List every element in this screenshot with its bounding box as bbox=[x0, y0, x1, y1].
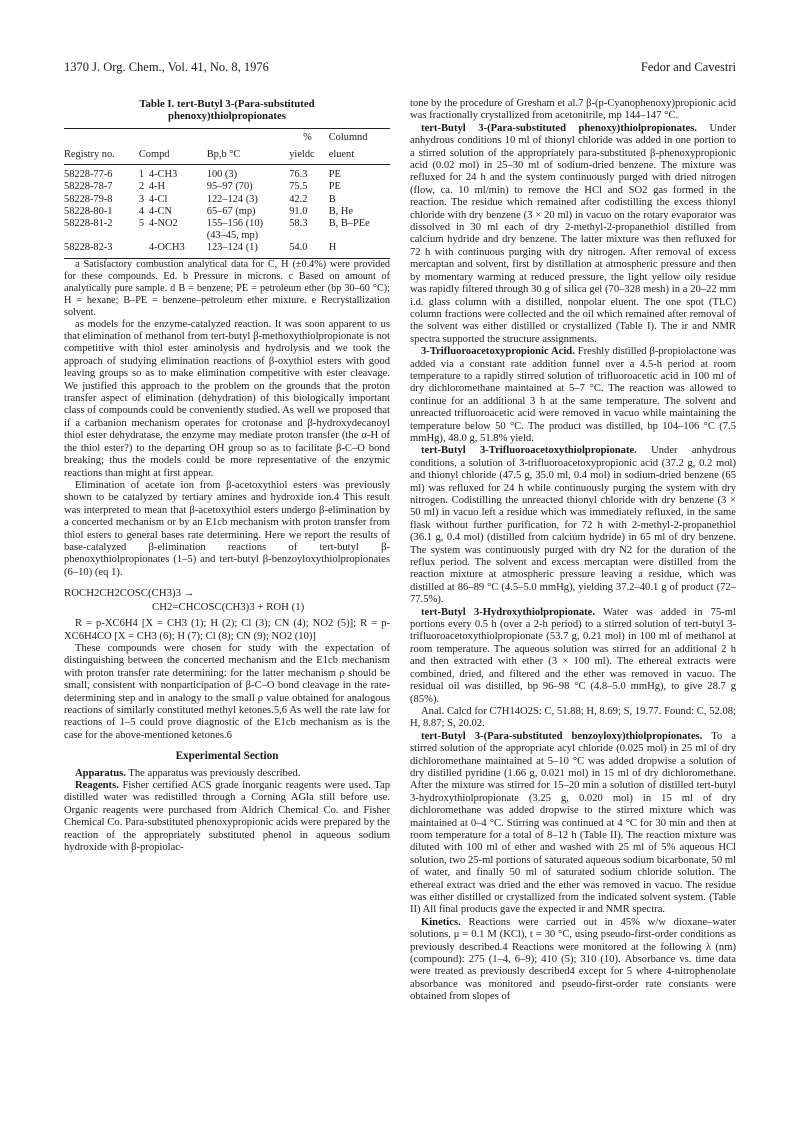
paragraph-apparatus bbox=[64, 768, 390, 780]
paragraph-text: Fisher certified ACS grade inorganic reagents were used. Tap distilled water was redistilled through a Corning AGla still before use. Organic reagents were purchased from Aldrich Chemical Co. and Fisher Chemical Co. Para-substituted phenoxypropionic acids were prepared by the reaction of the appropriately substituted phenol in aqueous sodium hydroxide with β-propiolac- bbox=[64, 780, 390, 854]
cell-bp: 155–156 (10) bbox=[206, 218, 264, 230]
cell-yield: 42.2 bbox=[289, 193, 308, 205]
cell-substituent: 4-CH3 bbox=[148, 169, 178, 181]
table-1-title-line-1: Table I. tert-Butyl 3-(Para-substituted bbox=[139, 98, 315, 110]
cell-eluent: B, B–PEe bbox=[328, 218, 370, 230]
left-column bbox=[64, 98, 390, 854]
cell-registry: 58228-77-6 bbox=[64, 169, 113, 181]
cell-registry: 58228-80-1 bbox=[64, 205, 113, 217]
cell-registry: 58228-82-3 bbox=[64, 242, 139, 258]
paragraph-text: Freshly distilled β-propiolactone was added via a constant rate addition funnel over a 4.5-h period at room temperature to a rapidly stirred solution of trifluoroacetic acid in 100 ml of dry dichloromethane maintained at 5–7 °C. The reaction was allowed to continue for an additional 3 h at the same temperature. The solvent and unreacted trifluoroacetic acid were removed in vacuo while maintaining the temperature below 50 °C. The product was distilled, bp 104–106 °C (7.5 mmHg), 48.0 g, 51.8% yield. bbox=[410, 346, 737, 444]
th-column-eluent: eluent bbox=[329, 147, 390, 165]
cell-yield: 91.0 bbox=[289, 205, 308, 217]
paragraph-text: Under anhydrous conditions, a solution of 3-trifluoroacetoxypropionic acid (37.2 g, 0.2 mol) and thionyl chloride (47.5 g, 35.0 ml, 0.4 mol) in sodium-dried benzene (65 ml) was refluxed for 24 h while continuously purging the system with dry nitrogen. Codistilling the unreacted thionyl chloride with dry benzene (3 × 50 ml) in vacuo left a residue which was immediately refluxed, in the same flask without further purification, for 72 h with 2-methyl-2-propanethiol (36.1 g, 0.4 mol) (distilled from calcium hydride) in 65 ml of dry benzene. The system was continuously purged with dry N2 for the duration of the reflux period. The solvent and excess mercaptan were distilled from the reaction mixture at atmospheric pressure leaving a residue, which was distilled at 86–89 °C (4.5–5.0 mmHg), yielding 37.2–40.1 g of product (72–77.5%). bbox=[410, 445, 736, 606]
cell-compd-number: 2 bbox=[138, 181, 145, 193]
table-1 bbox=[64, 128, 390, 259]
run-in-head: tert-Butyl 3-(Para-substituted benzoyloxy)thiolpropionates. bbox=[421, 730, 703, 742]
table-row bbox=[64, 230, 390, 242]
th-bp: Bp,b °C bbox=[207, 147, 289, 165]
cell-substituent: 4-H bbox=[148, 181, 166, 193]
paragraph-text: Under anhydrous conditions 10 ml of thionyl chloride was added in one portion to a stirred solution of the appropriately para-substituted β-phenoxypropionic acid (0.02 mol) in 25–30 ml of sodium-dried benzene. The mixture was refluxed for 24 h and the system continuously purged with dried nitrogen (flow, ca. 10 ml/min) to remove the HCl and SO2 gas formed in the reaction. The residue which remained after codistilling the excess thionyl chloride with dry benzene (3 × 20 ml) in vacuo on the rotary evaporator was dissolved in 30 ml each of dry 2-methyl-2-propanethiol distilled from calcium hydride and dry benzene. The latter mixture was then refluxed for 72 h with continuous purging with dry nitrogen. After removal of excess mercaptan and solvent, first by distillation at atmospheric pressure and then by momentary warming at reduced pressure, the light yellow oily residue was rapidly filtered through 30 g of silica gel (70–328 mesh) in a 20–22 mm i.d. glass column with a distilled, nonpolar eluent. The one spot (TLC) column fractions were collected and the oil which remained after removal of the solvent was either distilled or crystallized (Table I). The ir and NMR spectra supported the structure assignments. bbox=[410, 122, 736, 345]
cell-registry: 58228-81-2 bbox=[64, 218, 113, 230]
cell-eluent: PE bbox=[328, 181, 341, 193]
cell-compd bbox=[139, 230, 207, 242]
cell-registry: 58228-79-8 bbox=[64, 193, 113, 205]
cell-compd-number: 1 bbox=[138, 169, 145, 181]
table-1-footnote: a Satisfactory combustion analytical data for C, H (±0.4%) were provided for these compounds. Ed. b Pressure in microns. c Based on amount of analytically pure sample. d B = benzene; PE = petroleum ether (bp 30–60 °C); H = hexane; B–PE = benzene–petroleum ether mixture. e Recrystallization solvent. bbox=[64, 258, 390, 318]
cell-compd bbox=[139, 165, 207, 182]
run-in-head: 3-Trifluoroacetoxypropionic Acid. bbox=[421, 346, 575, 358]
cell-yield bbox=[289, 230, 329, 242]
th-blank-2 bbox=[139, 128, 207, 147]
paragraph-phenoxy-prep bbox=[410, 123, 736, 346]
author-names: Fedor and Cavestri bbox=[640, 60, 736, 74]
table-1-title bbox=[64, 98, 390, 123]
th-yield-top: % bbox=[289, 128, 329, 147]
cell-bp: (43–45, mp) bbox=[206, 230, 259, 242]
cell-bp: 95–97 (70) bbox=[206, 181, 253, 193]
cell-eluent: PE bbox=[328, 169, 341, 181]
section-title-experimental: Experimental Section bbox=[175, 750, 279, 763]
cell-eluent: B bbox=[328, 193, 336, 205]
cell-eluent bbox=[329, 230, 390, 242]
th-registry: Registry no. bbox=[64, 147, 139, 165]
table-row bbox=[64, 165, 390, 182]
cell-yield: 76.3 bbox=[289, 169, 308, 181]
journal-citation: 1370 J. Org. Chem., Vol. 41, No. 8, 1976 bbox=[64, 60, 269, 74]
run-in-head: tert-Butyl 3-(Para-substituted phenoxy)thiolpropionates. bbox=[421, 122, 697, 134]
cell-compd bbox=[139, 206, 207, 218]
paragraph-tfa-thiol bbox=[410, 445, 736, 606]
paragraph-benzoyloxy bbox=[410, 731, 736, 917]
cell-bp: 123–124 (1) bbox=[207, 242, 289, 258]
paragraph-text: The apparatus was previously described. bbox=[128, 767, 301, 779]
cell-registry bbox=[64, 230, 139, 242]
paragraph-text: To a stirred solution of the appropriate acyl chloride (0.025 mol) in 25 ml of dry dichloromethane maintained at 5–10 °C was added dropwise a solution of dry distilled pyridine (1.66 g, 0.021 mol) in 15 ml of dry dichloromethane. After the mixture was stirred for 15–20 min a solution of distilled tert-butyl 3-hydroxythiolpropionate (3.25 g, 0.020 mol) in 15 ml of dry dichloromethane was added dropwise to the stirred mixture which was maintained at 0–4 °C. Stirring was continued at 4 °C for 30 min and then at room temperature for a total of 8–12 h (Table II). The reaction mixture was diluted with 100 ml of ether and washed with 25 ml of 5% aqueous HCl solution, two 25-ml portions of saturated aqueous sodium bicarbonate, 50 ml of water, and finally 50 ml of saturated sodium chloride solution. The ethereal extract was dried and the ether was removed in vacuo. The residue was either distilled or crystallized from the indicated solvent system. (Table II) All final products gave the expected ir and NMR spectra. bbox=[410, 730, 737, 916]
th-compd: Compd bbox=[139, 147, 207, 165]
th-yield: yieldc bbox=[289, 147, 329, 165]
paragraph-reagents bbox=[64, 780, 390, 854]
paragraph: tone by the procedure of Gresham et al.7 β-(p-Cyanophenoxy)propionic acid was fractionally crystallized from acetonitrile, mp 144–147 °C. bbox=[410, 98, 736, 122]
run-in-head: Apparatus. bbox=[75, 767, 126, 779]
run-in-head: tert-Butyl 3-Trifluoroacetoxythiolpropionate. bbox=[421, 445, 637, 457]
cell-compd bbox=[139, 181, 207, 193]
table-1-body bbox=[64, 165, 390, 258]
table-row bbox=[64, 242, 390, 258]
cell-yield: 75.5 bbox=[289, 181, 308, 193]
right-column bbox=[410, 98, 736, 1004]
th-blank-3 bbox=[207, 128, 289, 147]
cell-yield: 54.0 bbox=[289, 242, 329, 258]
run-in-head: tert-Butyl 3-Hydroxythiolpropionate. bbox=[421, 606, 596, 618]
table-row bbox=[64, 194, 390, 206]
paragraph-text: Water was added in 75-ml portions every 0.5 h (over a 2-h period) to a stirred solution of tert-butyl 3-trifluoroacetoxythiolpropionate (53.7 g, 0.21 mol) in 100 ml of methanol at room temperature. The aqueous solution was stirred for an additional 2 h and then extracted with ether (3 × 100 ml). The ethereal extracts were combined, dried, and filtered and the ether was removed in vacuo. The residual oil was distilled, bp 96–98 °C (4.8–5.0 mmHg), to give 28.7 g (85%). bbox=[410, 606, 736, 705]
cell-compd bbox=[139, 194, 207, 206]
paragraph-analysis: Anal. Calcd for C7H14O2S: C, 51.88; H, 8.69; S, 19.77. Found: C, 52.08; H, 8.87; S, 20.02. bbox=[410, 705, 736, 730]
paragraph-text: Reactions were carried out in 45% w/w dioxane–water solutions, μ = 0.1 M (KCl), t = 30 °C, using pseudo-first-order conditions as previously described.4 Reactions were monitored at the following λ (nm) (compound): 275 (1–4, 6–9); 410 (5); 310 (10). Absorbance vs. time data were treated as previously described4 except for 5 where 4-nitrophenolate absorbance was monitored and pseudo-first-order rate constants were obtained from slopes of bbox=[410, 916, 736, 1003]
cell-compd-number: 3 bbox=[138, 193, 145, 205]
th-blank-1 bbox=[64, 128, 139, 147]
running-header bbox=[64, 60, 736, 76]
cell-registry: 58228-78-7 bbox=[64, 181, 113, 193]
cell-bp: 65–67 (mp) bbox=[206, 205, 256, 217]
equation-1 bbox=[64, 586, 390, 614]
th-column-top: Columnd bbox=[329, 128, 390, 147]
paragraph: These compounds were chosen for study with the expectation of distinguishing between the concerted mechanism and the E1cb mechanism with proton transfer rate determining: for the latter mechanism ρ should be small, consistent with nonparticipation of β-C–O bond cleavage in the rate-determining step and in analogy to the small ρ value obtained for analogous reactions of similarly constituted methyl ketones.5,6 As well the rate law for reactions of 1–5 could prove diagnostic of the E1cb mechanism as is the case for the above-mentioned ketones.6 bbox=[64, 642, 390, 741]
cell-eluent: B, He bbox=[328, 205, 353, 217]
equation-line-2: CH2=CHCOSC(CH3)3 + ROH (1) bbox=[152, 601, 305, 614]
cell-compd-number: 4 bbox=[138, 205, 145, 217]
paragraph-hydroxy bbox=[410, 607, 736, 706]
cell-substituent: 4-CN bbox=[148, 205, 172, 217]
cell-substituent: 4-Cl bbox=[148, 193, 168, 205]
run-in-head: Reagents. bbox=[75, 780, 119, 792]
table-row bbox=[64, 206, 390, 218]
paragraph-kinetics bbox=[410, 917, 736, 1004]
cell-substituent: 4-OCH3 bbox=[148, 242, 185, 254]
cell-compd bbox=[139, 218, 207, 230]
table-row bbox=[64, 218, 390, 230]
paragraph-tfa-acid bbox=[410, 346, 736, 445]
table-1-title-line-2: phenoxy)thiolpropionates bbox=[168, 110, 286, 123]
cell-compd-number: 5 bbox=[138, 218, 145, 230]
equation-line-1: ROCH2CH2COSC(CH3)3 → bbox=[64, 587, 195, 600]
cell-bp: 122–124 (3) bbox=[206, 193, 258, 205]
cell-bp: 100 (3) bbox=[206, 169, 238, 181]
r-definitions: R = p-XC6H4 [X = CH3 (1); H (2); Cl (3); CN (4); NO2 (5)]; R = p-XC6H4CO [X = CH3 (6); H (7); Cl (8); CN (9); NO2 (10)] bbox=[64, 618, 390, 642]
cell-yield: 58.3 bbox=[289, 218, 308, 230]
cell-eluent: H bbox=[329, 242, 390, 258]
run-in-head: Kinetics. bbox=[421, 916, 461, 928]
paragraph: Elimination of acetate ion from β-acetoxythiol esters was previously shown to be catalyzed by tertiary amines and hydroxide ion.4 This result was interpreted to mean that β-acetoxythiol esters undergo β-elimination by a concerted mechanism or by an E1cb mechanism with proton transfer from thiol esters to general bases rate determining. Here we report the results of base-catalyzed β-elimination reactions of tert-butyl β-phenoxythiolpropionates (1–5) and tert-butyl β-benzoyloxythiolpropionates (6–10) (eq 1). bbox=[64, 479, 390, 578]
paragraph: as models for the enzyme-catalyzed reaction. It was soon apparent to us that elimination of methanol from tert-butyl β-methoxythiolpropionate is not competitive with thiol ester aminolysis and hydrolysis and we took the approach of studying elimination reactions of β-oxythiol esters with good leaving groups so as to make elimination competitive with ester cleavage. We justified this approach to the problem on the grounds that the proton transfer aspect of elimination (dehydration) of this biologically important class of compounds could be conveniently studied. As well we proposed that if a carbanion mechanism operates for crotonase and β-hydroxydecanoyl thiol ester dehydratase, the enzyme may mediate proton transfer (the α-H of the thiol ester?) to the departing OH group so as to facilitate β-C–O bond breaking; thus the models could be more representative of the enzymic reactions than might at first appear. bbox=[64, 318, 390, 479]
cell-compd bbox=[139, 242, 207, 258]
table-row bbox=[64, 181, 390, 193]
cell-substituent: 4-NO2 bbox=[148, 218, 178, 230]
